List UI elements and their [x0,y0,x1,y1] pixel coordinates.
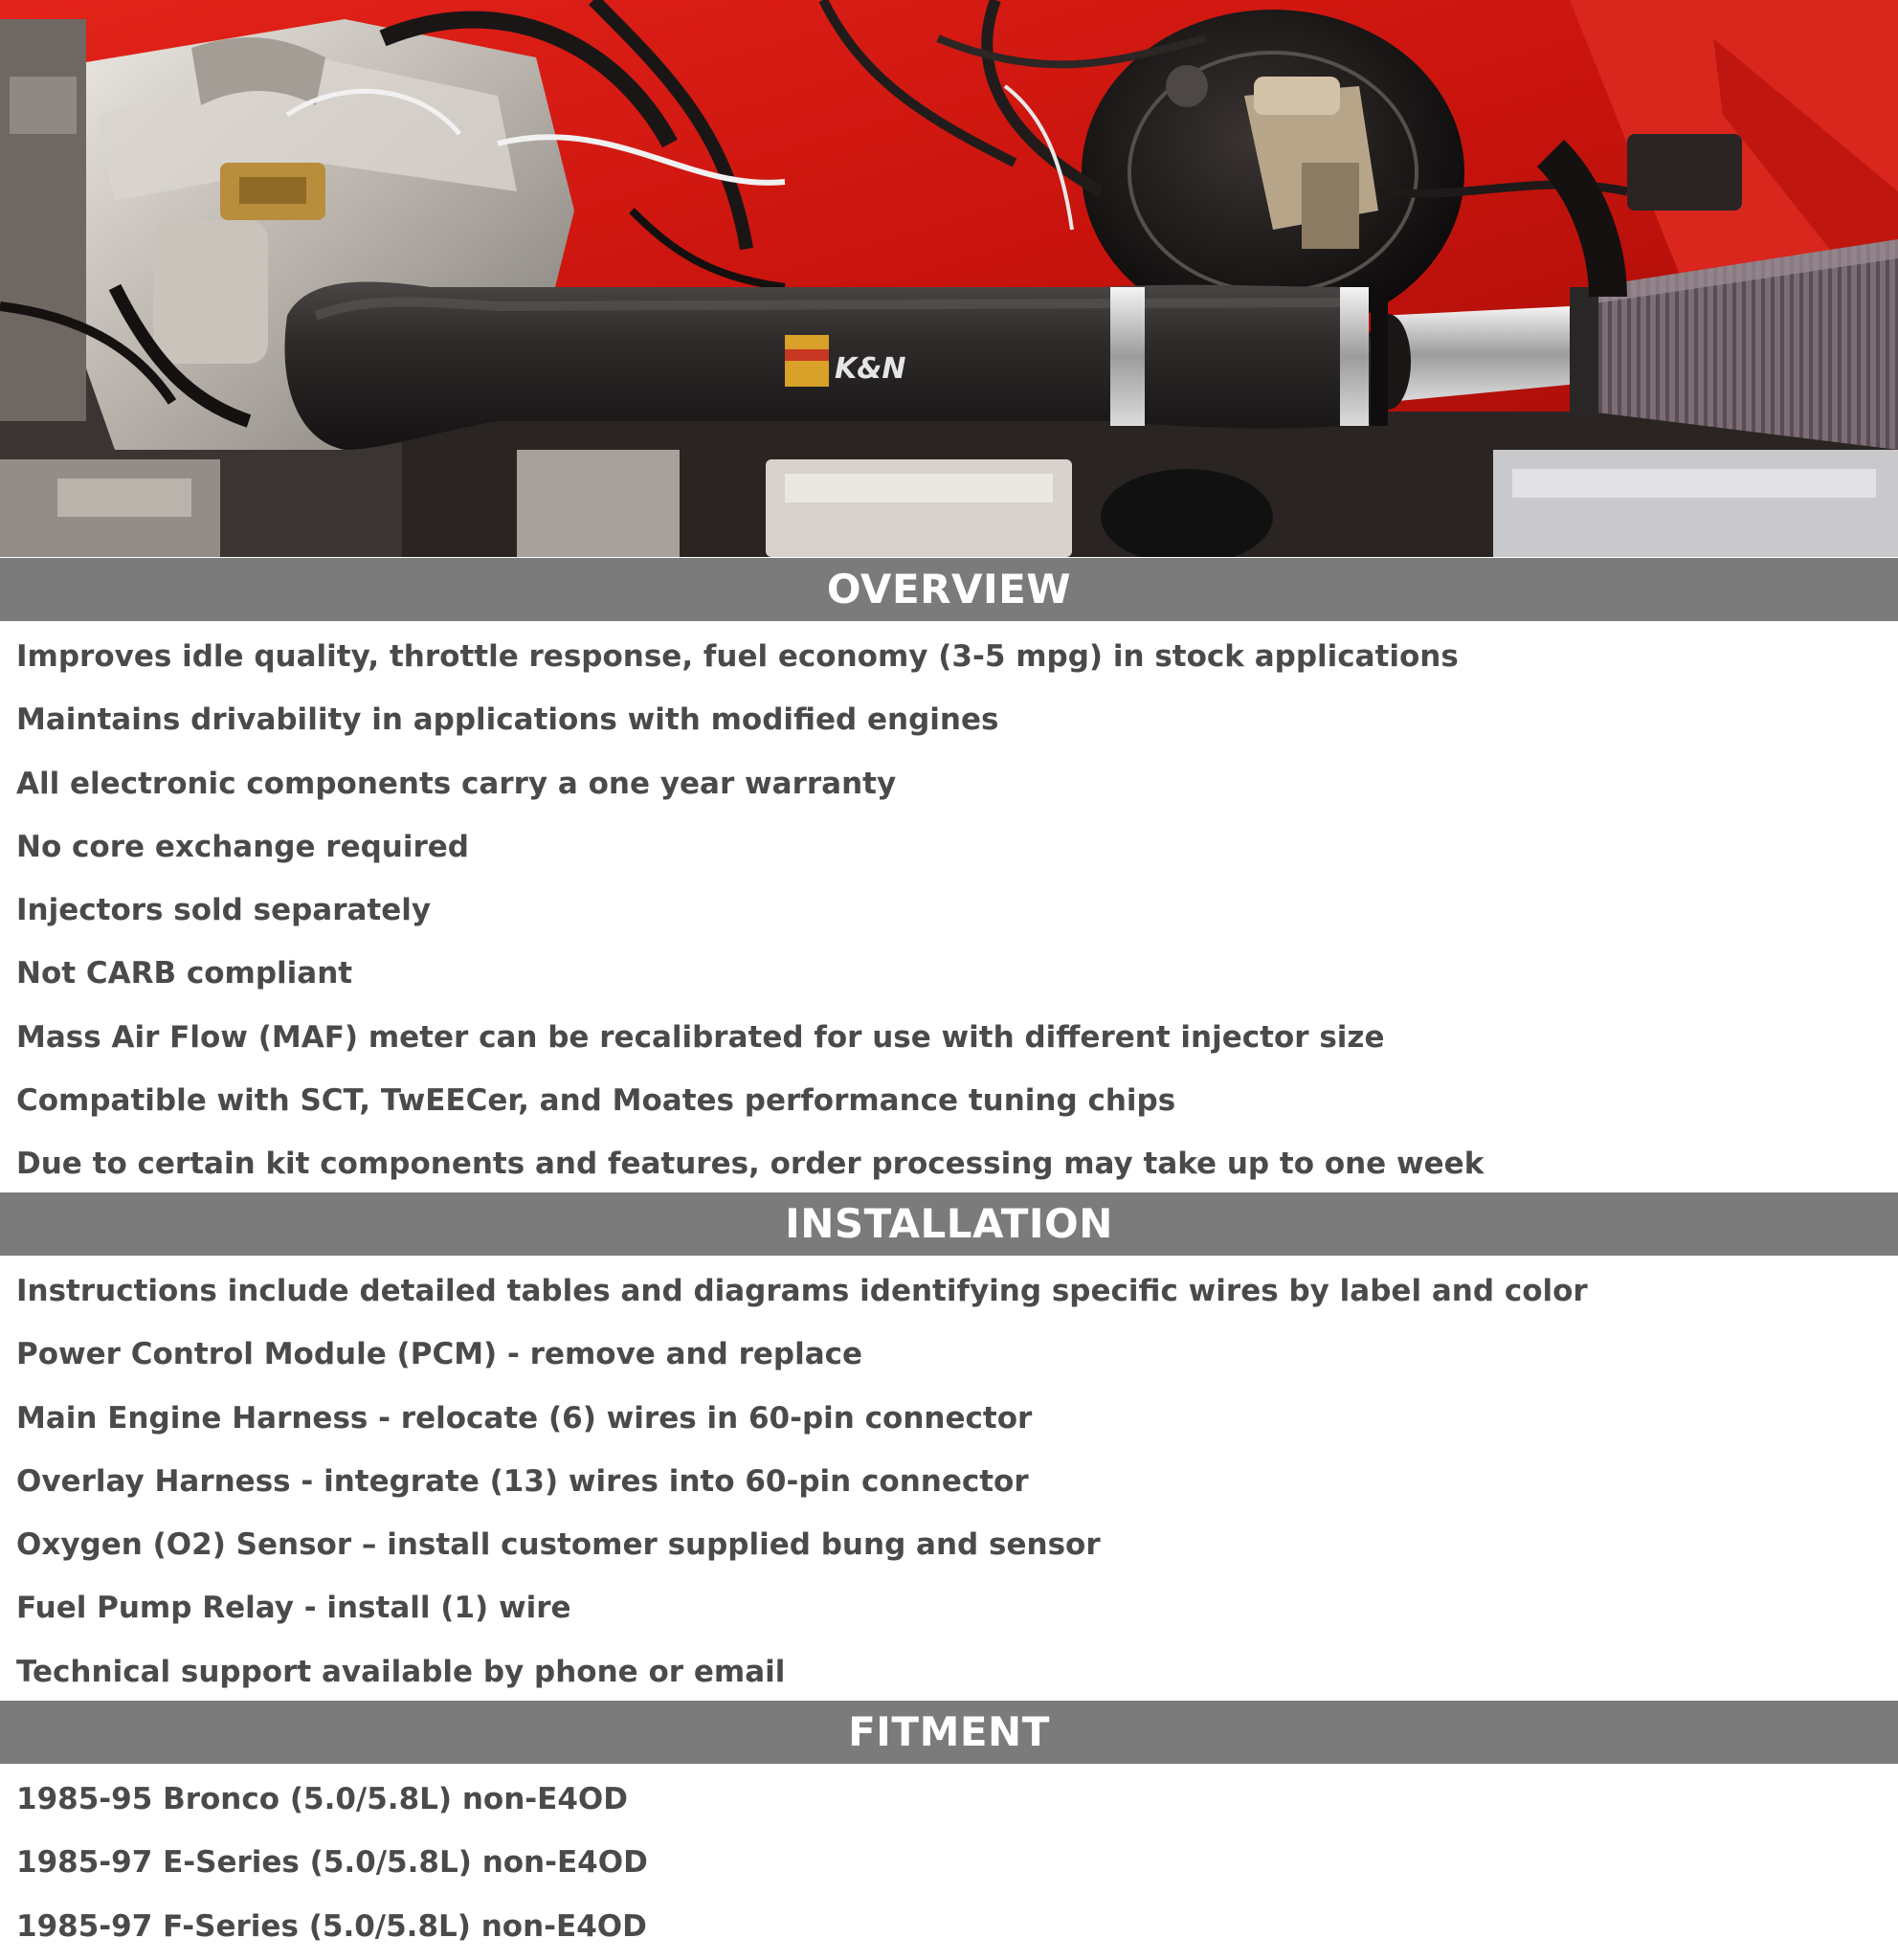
installation-item: Oxygen (O2) Sensor – install customer supplied bung and sensor [16,1527,1101,1563]
overview-item: Compatible with SCT, TwEECer, and Moates performance tuning chips [16,1083,1176,1119]
installation-item: Fuel Pump Relay - install (1) wire [16,1591,571,1626]
overview-item: Injectors sold separately [16,893,432,928]
overview-item: Mass Air Flow (MAF) meter can be recalibrated for use with different injector size [16,1019,1385,1055]
fitment-item: 1985-95 Bronco (5.0/5.8L) non-E4OD [16,1782,628,1816]
overview-list [16,625,1873,1196]
overview-item: No core exchange required [16,829,469,864]
installation-item: Technical support available by phone or email [16,1654,786,1689]
fitment-header: FITMENT [0,1701,1898,1764]
installation-item: Overlay Harness - integrate (13) wires into 60-pin connector [16,1463,1029,1499]
fitment-item: 1985-97 F-Series (5.0/5.8L) non-E4OD [16,1908,647,1944]
overview-item: Maintains drivability in applications with modified engines [16,702,999,738]
installation-item: Power Control Module (PCM) - remove and replace [16,1337,863,1372]
installation-item: Instructions include detailed tables and diagrams identifying specific wires by label and color [16,1274,1588,1308]
fitment-list [16,1768,1873,1958]
overview-header: OVERVIEW [0,558,1898,621]
installation-list [16,1259,1873,1704]
engine-bay-photo [0,0,1898,557]
overview-item: Not CARB compliant [16,956,353,991]
overview-item: Due to certain kit components and features, order processing may take up to one week [16,1147,1485,1182]
svg-text:K&N: K&N [835,352,906,386]
fitment-item: 1985-97 E-Series (5.0/5.8L) non-E4OD [16,1845,648,1881]
engine-bay-illustration [0,0,1898,557]
overview-item: Improves idle quality, throttle response, fuel economy (3-5 mpg) in stock applications [16,639,1459,674]
overview-item: All electronic components carry a one year warranty [16,766,897,801]
installation-item: Main Engine Harness - relocate (6) wires in 60-pin connector [16,1400,1033,1436]
installation-header: INSTALLATION [0,1192,1898,1256]
